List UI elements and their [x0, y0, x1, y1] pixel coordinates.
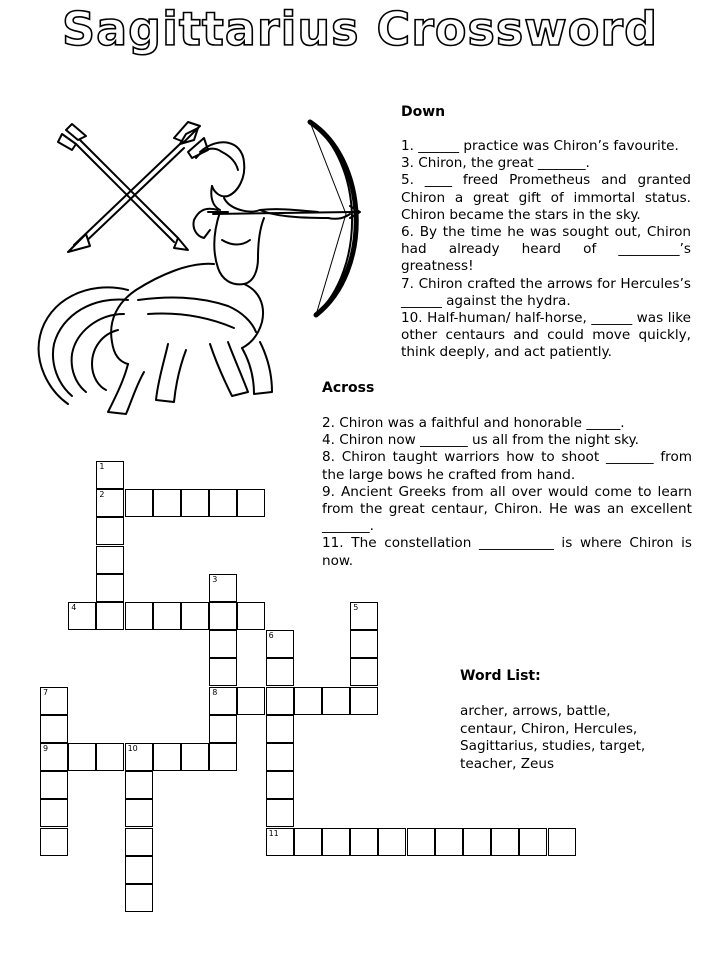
- crossword-cell[interactable]: [153, 602, 181, 630]
- crossword-cell[interactable]: [96, 461, 124, 489]
- crossword-cell[interactable]: [266, 630, 294, 658]
- crossword-cell[interactable]: [125, 856, 153, 884]
- crossword-cell[interactable]: [266, 799, 294, 827]
- crossword-cell[interactable]: [294, 687, 322, 715]
- crossword-cell[interactable]: [209, 743, 237, 771]
- crossword-cell[interactable]: [322, 687, 350, 715]
- crossword-cell[interactable]: [435, 828, 463, 856]
- crossword-cell[interactable]: [463, 828, 491, 856]
- crossed-arrows-icon: [58, 122, 208, 252]
- crossword-cell[interactable]: [209, 658, 237, 686]
- crossword-cell[interactable]: [350, 630, 378, 658]
- crossword-cell[interactable]: [378, 828, 406, 856]
- crossword-cell[interactable]: [407, 828, 435, 856]
- down-clue-5: 5. ____ freed Prometheus and granted Chiron a great gift of immortal status. Chiron became the stars in the sky.: [401, 172, 691, 223]
- clue-number: 10: [127, 744, 138, 753]
- crossword-cell[interactable]: [68, 602, 96, 630]
- word-list: archer, arrows, battle, centaur, Chiron, Hercules, Sagittarius, studies, target, teacher, Zeus: [460, 703, 646, 772]
- centaur-archer-illustration: [28, 100, 378, 420]
- crossword-cell[interactable]: [125, 799, 153, 827]
- crossword-cell[interactable]: [266, 771, 294, 799]
- clue-number: 4: [71, 603, 77, 612]
- crossword-cell[interactable]: [153, 743, 181, 771]
- crossword-cell[interactable]: [237, 602, 265, 630]
- crossword-cell[interactable]: [491, 828, 519, 856]
- crossword-cell[interactable]: [125, 489, 153, 517]
- clue-number: 7: [43, 687, 49, 697]
- across-clue-8: 8. Chiron taught warriors how to shoot _______ from the large bows he crafted from hand.: [322, 449, 692, 483]
- crossword-cell[interactable]: [209, 489, 237, 517]
- clue-number: 9: [43, 744, 49, 753]
- clue-number: 5: [353, 603, 359, 612]
- crossword-cell[interactable]: [153, 489, 181, 517]
- clue-number: 3: [212, 574, 218, 584]
- crossword-cell[interactable]: [125, 884, 153, 912]
- clue-number: 1: [99, 462, 105, 471]
- crossword-cell[interactable]: [266, 687, 294, 715]
- page-title: Sagittarius Crossword: [62, 2, 658, 56]
- down-clue-3: 3. Chiron, the great _______.: [401, 155, 590, 172]
- down-clue-1: 1. ______ practice was Chiron’s favourite.: [401, 138, 679, 154]
- crossword-cell[interactable]: [40, 687, 68, 715]
- crossword-cell[interactable]: [322, 828, 350, 856]
- crossword-cell[interactable]: [266, 743, 294, 771]
- crossword-cell[interactable]: [125, 743, 153, 771]
- crossword-cell[interactable]: [125, 828, 153, 856]
- crossword-cell[interactable]: [40, 743, 68, 771]
- centaur-horse-body: [108, 264, 272, 414]
- crossword-cell[interactable]: [519, 828, 547, 856]
- across-clue-9: 9. Ancient Greeks from all over would come to learn from the great centaur, Chiron. He was an excellent _______.: [322, 483, 692, 535]
- down-clue-6: 6. By the time he was sought out, Chiron had already heard of _________’s greatness!: [401, 224, 691, 275]
- crossword-cell[interactable]: [266, 715, 294, 743]
- crossword-cell[interactable]: [350, 828, 378, 856]
- crossword-cell[interactable]: [209, 715, 237, 743]
- crossword-cell[interactable]: [181, 489, 209, 517]
- crossword-cell[interactable]: [125, 771, 153, 799]
- crossword-cell[interactable]: [350, 687, 378, 715]
- crossword-cell[interactable]: [40, 771, 68, 799]
- across-clues: [322, 415, 692, 570]
- down-clues: [401, 138, 691, 362]
- crossword-cell[interactable]: [96, 489, 124, 517]
- clue-number: 11: [268, 828, 279, 838]
- clue-number: 8: [212, 687, 218, 697]
- crossword-cell[interactable]: [209, 574, 237, 602]
- crossword-cell[interactable]: [96, 546, 124, 574]
- crossword-cell[interactable]: [96, 517, 124, 545]
- clue-number: 2: [99, 490, 105, 500]
- crossword-cell[interactable]: [40, 828, 68, 856]
- across-clue-2: 2. Chiron was a faithful and honorable _____.: [322, 415, 625, 431]
- across-clue-4: 4. Chiron now _______ us all from the night sky.: [322, 432, 639, 449]
- crossword-cell[interactable]: [548, 828, 576, 856]
- crossword-cell[interactable]: [40, 715, 68, 743]
- crossword-cell[interactable]: [125, 602, 153, 630]
- crossword-cell[interactable]: [68, 743, 96, 771]
- down-clue-7: 7. Chiron crafted the arrows for Hercules’s ______ against the hydra.: [401, 275, 691, 309]
- crossword-cell[interactable]: [209, 602, 237, 630]
- crossword-cell[interactable]: [350, 602, 378, 630]
- crossword-cell[interactable]: [181, 743, 209, 771]
- crossword-cell[interactable]: [237, 489, 265, 517]
- crossword-cell[interactable]: [209, 630, 237, 658]
- across-heading: Across: [322, 380, 375, 396]
- down-heading: Down: [401, 104, 446, 120]
- crossword-cell[interactable]: [237, 687, 265, 715]
- crossword-cell[interactable]: [266, 828, 294, 856]
- centaur-tail: [39, 287, 128, 404]
- across-clue-11: 11. The constellation ___________ is where Chiron is now.: [322, 535, 692, 569]
- crossword-cell[interactable]: [96, 602, 124, 630]
- down-clue-10: 10. Half-human/ half-horse, ______ was like other centaurs and could move quickly, think deeply, and act patiently.: [401, 310, 691, 361]
- crossword-cell[interactable]: [96, 574, 124, 602]
- clue-number: 6: [268, 631, 274, 641]
- crossword-cell[interactable]: [294, 828, 322, 856]
- word-list-heading: Word List:: [460, 668, 541, 684]
- crossword-cell[interactable]: [40, 799, 68, 827]
- crossword-cell[interactable]: [181, 602, 209, 630]
- crossword-cell[interactable]: [96, 743, 124, 771]
- crossword-cell[interactable]: [350, 658, 378, 686]
- crossword-cell[interactable]: [209, 687, 237, 715]
- crossword-cell[interactable]: [266, 658, 294, 686]
